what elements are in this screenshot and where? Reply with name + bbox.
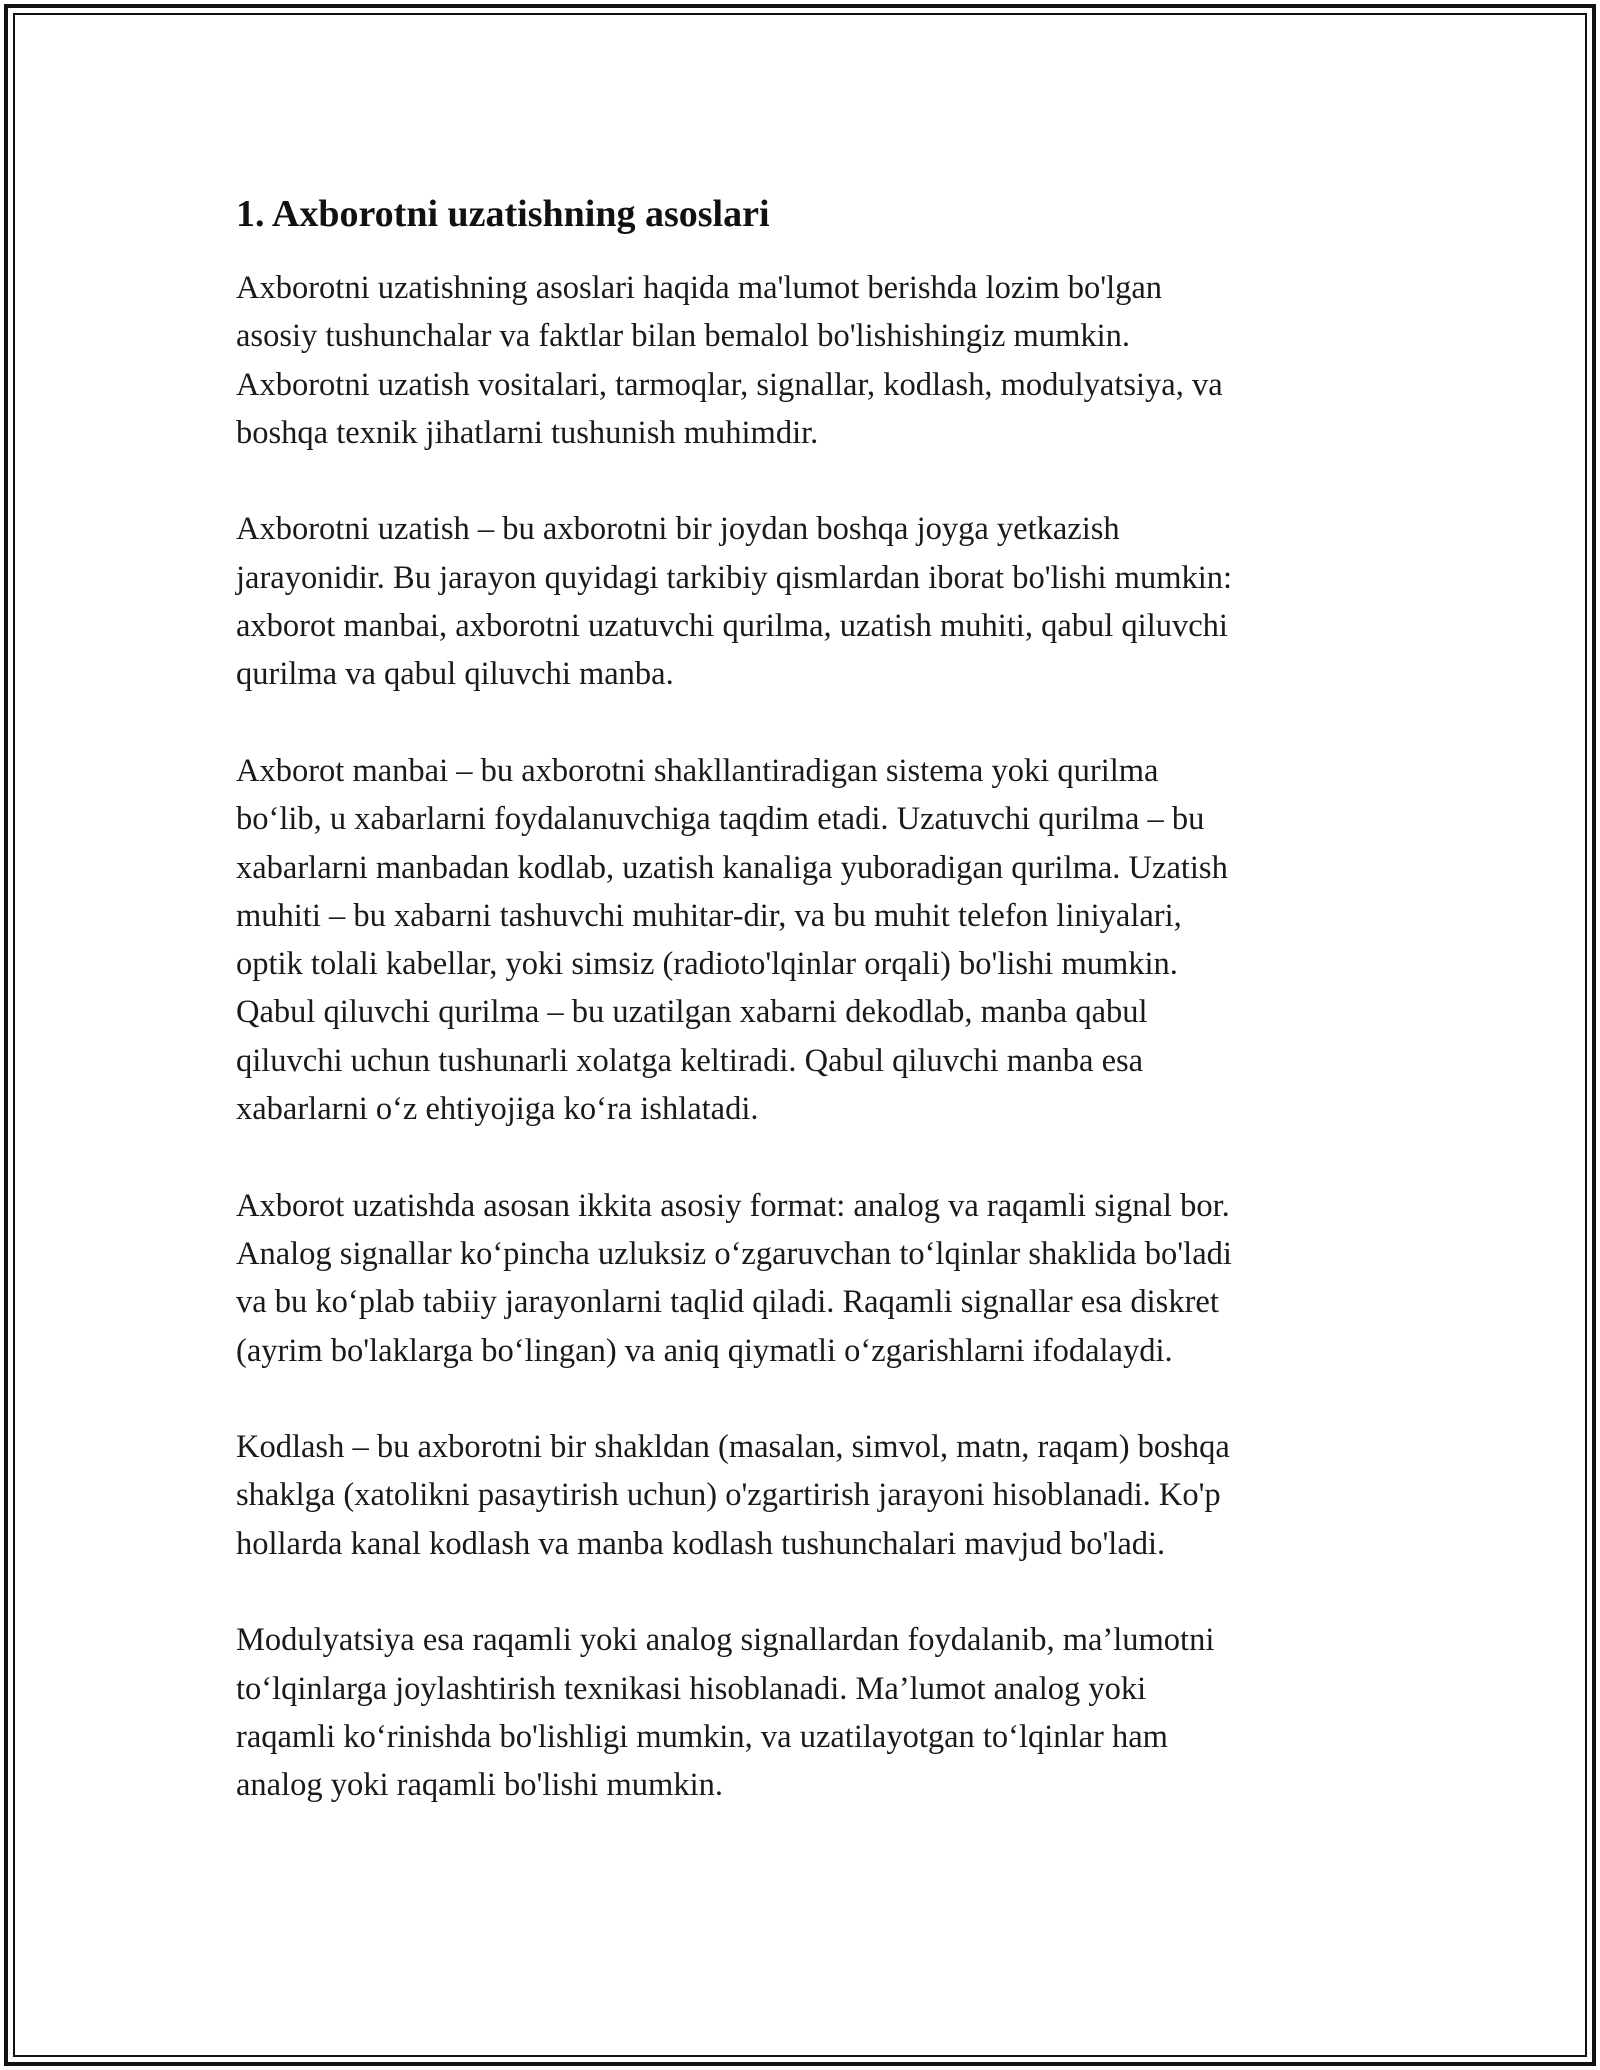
text-line: asosiy tushunchalar va faktlar bilan bemalol bo'lishishingiz mumkin. (236, 318, 1131, 355)
text-line: shaklga (xatolikni pasaytirish uchun) o'zgartirish jarayoni hisoblanadi. Ko'p (236, 1477, 1221, 1514)
paragraph-definition (236, 505, 1366, 698)
text-line: Axborotni uzatishning asoslari haqida ma'lumot berishda lozim bo'lgan (236, 270, 1163, 306)
text-line: (ayrim bo'laklarga bo‘lingan) va aniq qiymatli o‘zgarishlarni ifodalaydi. (236, 1332, 1173, 1369)
text-line: to‘lqinlarga joylashtirish texnikasi hisoblanadi. Ma’lumot analog yoki (236, 1670, 1147, 1707)
text-line: Analog signallar ko‘pincha uzluksiz o‘zgaruvchan to‘lqinlar shaklida bo'ladi (236, 1235, 1232, 1272)
text-line: qurilma va qabul qiluvchi manba. (236, 656, 674, 693)
document-body (236, 186, 1366, 1858)
text-line: axborot manbai, axborotni uzatuvchi qurilma, uzatish muhiti, qabul qiluvchi (236, 608, 1228, 645)
text-line: jarayonidir. Bu jarayon quyidagi tarkibiy qismlardan iborat bo'lishi mumkin: (236, 559, 1233, 596)
text-line: Qabul qiluvchi qurilma – bu uzatilgan xabarni dekodlab, manba qabul (236, 994, 1148, 1031)
paragraph-coding (236, 1423, 1366, 1568)
text-line: optik tolali kabellar, yoki simsiz (radioto'lqinlar orqali) bo'lishi mumkin. (236, 946, 1178, 983)
text-line: Axborotni uzatish – bu axborotni bir joydan boshqa joyga yetkazish (236, 511, 1120, 548)
paragraph-components (236, 747, 1366, 1133)
text-line: Axborotni uzatish vositalari, tarmoqlar, signallar, kodlash, modulyatsiya, va (236, 366, 1223, 403)
paragraph-intro (236, 264, 1366, 457)
text-line: xabarlarni o‘z ehtiyojiga ko‘ra ishlatadi. (236, 1091, 759, 1128)
section-heading: 1. Axborotni uzatishning asoslari (236, 193, 770, 235)
text-line: boshqa texnik jihatlarni tushunish muhimdir. (236, 414, 819, 451)
text-line: xabarlarni manbadan kodlab, uzatish kanaliga yuboradigan qurilma. Uzatish (236, 849, 1228, 886)
text-line: Kodlash – bu axborotni bir shakldan (masalan, simvol, matn, raqam) boshqa (236, 1429, 1230, 1466)
text-line: Axborot uzatishda asosan ikkita asosiy format: analog va raqamli signal bor. (236, 1187, 1230, 1224)
text-line: va bu ko‘plab tabiiy jarayonlarni taqlid qiladi. Raqamli signallar esa diskret (236, 1284, 1219, 1321)
text-line: bo‘lib, u xabarlarni foydalanuvchiga taqdim etadi. Uzatuvchi qurilma – bu (236, 801, 1205, 838)
text-line: qiluvchi uchun tushunarli xolatga keltiradi. Qabul qiluvchi manba esa (236, 1042, 1144, 1079)
text-line: Modulyatsiya esa raqamli yoki analog signallardan foydalanib, ma’lumotni (236, 1622, 1215, 1659)
text-line: raqamli ko‘rinishda bo'lishligi mumkin, va uzatilayotgan to‘lqinlar ham (236, 1718, 1168, 1755)
text-line: analog yoki raqamli bo'lishi mumkin. (236, 1767, 723, 1804)
text-line: muhiti – bu xabarni tashuvchi muhitar-dir, va bu muhit telefon liniyalari, (236, 897, 1182, 934)
paragraph-modulation (236, 1616, 1366, 1809)
text-line: Axborot manbai – bu axborotni shakllantiradigan sistema yoki qurilma (236, 752, 1159, 789)
paragraph-formats (236, 1182, 1366, 1375)
text-line: hollarda kanal kodlash va manba kodlash tushunchalari mavjud bo'ladi. (236, 1525, 1166, 1562)
